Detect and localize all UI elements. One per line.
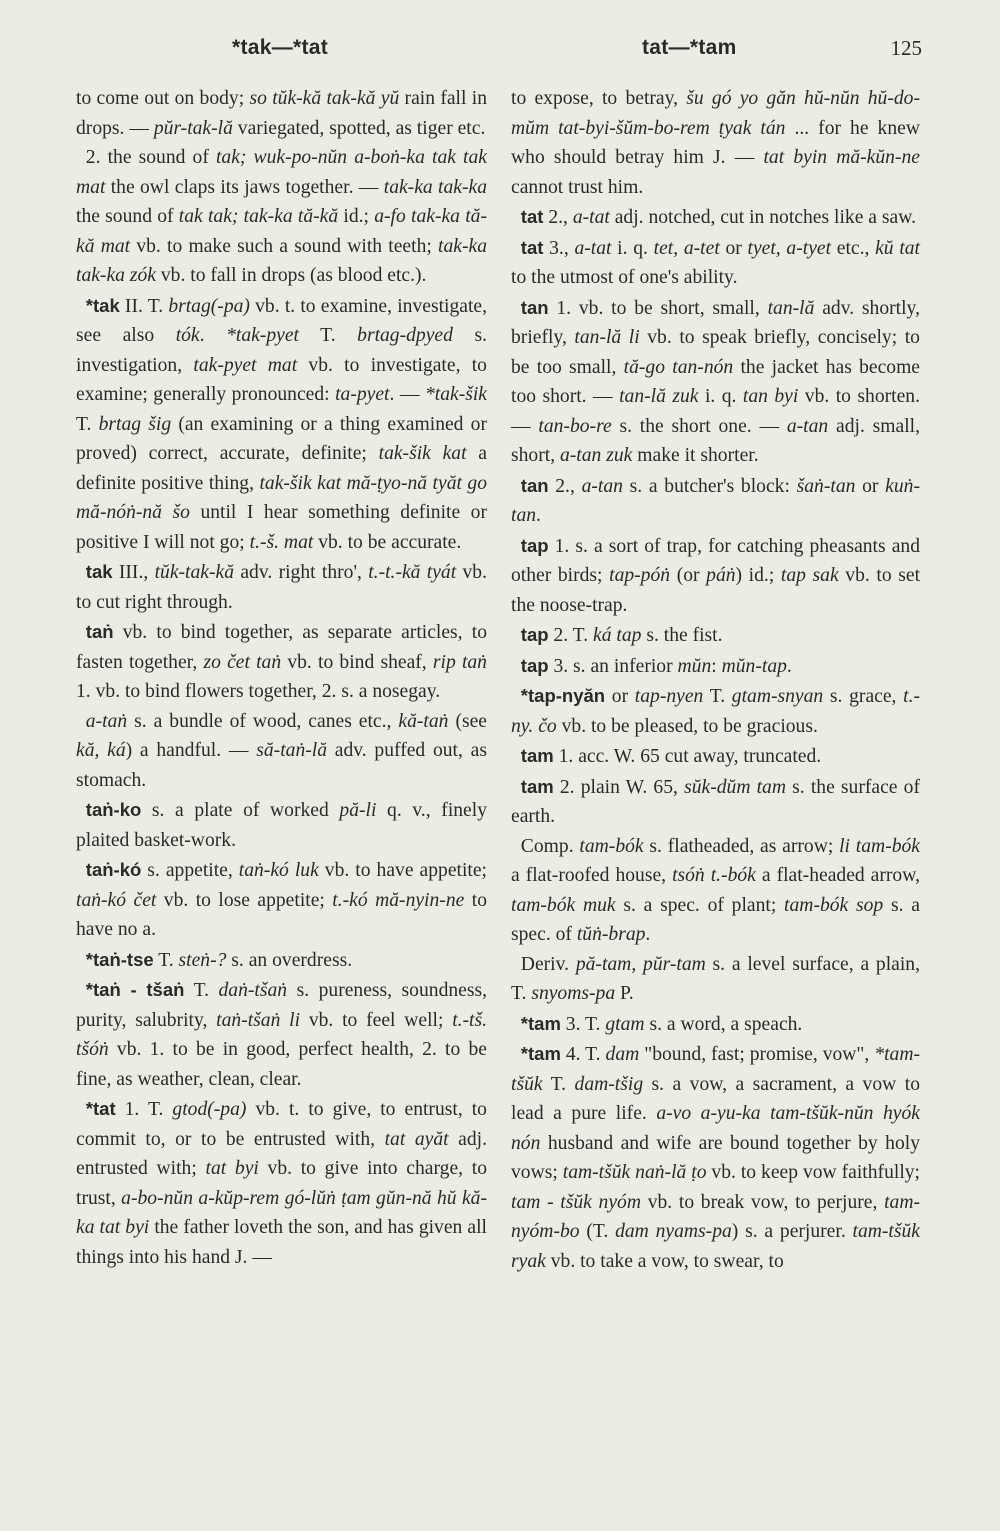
headword: taṅ (85, 621, 114, 642)
dictionary-entry: *tak II. T. brtag(-pa) vb. t. to examine, investigate, see also tók. *tak-pyet T. brtag-dpyed s. investigation, tak-pyet mat vb. to investigate, to examine; generally pronounced: ta-pyet. — *tak-šik T. brtag šig (an examining or a thing examined or proved) correct, accurate, definite; tak-šik kat a definite positive thing, tak-šik kat mă-ṭyo-nă tyăt go mă-nóṅ-nă šo until I hear something definite or positive I will not go; t.-š. mat vb. to be accurate. (76, 294, 487, 553)
dictionary-entry: taṅ-kó s. appetite, taṅ-kó luk vb. to have appetite; taṅ-kó čet vb. to lose appetite; t.-kó mă-nyin-ne to have no a. (76, 859, 488, 940)
headword: tat (520, 206, 544, 227)
dictionary-entry: taṅ vb. to bind together, as separate articles, to fasten together, zo čet taṅ vb. to bind sheaf, rip taṅ 1. vb. to bind flowers together, 2. s. a nosegay. (76, 621, 487, 702)
headword: tap (520, 624, 549, 645)
dictionary-entry: tat 2., a-tat adj. notched, cut in notches like a saw. (520, 206, 916, 228)
dictionary-entry: tam 2. plain W. 65, sŭk-dŭm tam s. the surface of earth. (511, 775, 920, 827)
dictionary-entry: tam 1. acc. W. 65 cut away, truncated. (520, 745, 822, 767)
dictionary-entry: a-taṅ s. a bundle of wood, canes etc., kă-taṅ (see kă, ká) a handful. — să-taṅ-lă adv. puffed out, as stomach. (76, 710, 487, 791)
running-head-right: tat—*tam (642, 36, 737, 59)
dictionary-entry: tan 1. vb. to be short, small, tan-lă adv. shortly, briefly, tan-lă li vb. to speak briefly, concisely; to be too small, tă-go tan-nón the jacket has become too short. — tan-lă zuk i. q. tan byi vb. to shorten. — tan-bo-re s. the short one. — a-tan adj. small, short, a-tan zuk make it shorter. (511, 296, 921, 466)
headword: tan (520, 296, 549, 318)
headword: tam (520, 775, 554, 797)
headword: taṅ-ko (85, 799, 142, 820)
headword: *taṅ - tšaṅ (85, 979, 185, 1000)
dictionary-entry: *tap-nyăn or tap-nyen T. gtam-snyan s. grace, t.-ny. čo vb. to be pleased, to be gracious. (511, 685, 921, 737)
page-number: 125 (890, 36, 922, 60)
headword: taṅ-kó (85, 859, 142, 880)
dictionary-entry: Comp. tam-bók s. flatheaded, as arrow; li tam-bók a flat-roofed house, tsóṅ t.-bók a flat-headed arrow, tam-bók muk s. a spec. of plant; tam-bók sop s. a spec. of tŭṅ-brap. (511, 835, 921, 945)
headword: *tap-nyăn (520, 685, 606, 706)
dictionary-entry: Deriv. pă-tam, pŭr-tam s. a level surface, a plain, T. snyoms-pa P. (511, 953, 920, 1004)
dictionary-entry: *tat 1. T. gtod(-pa) vb. t. to give, to entrust, to commit to, or to be entrusted with, tat ayăt adj. entrusted with; tat byi vb. to give into charge, to trust, a-bo-nŭn a-kŭp-rem gó-lŭṅ ṭam gŭn-nă hŭ kă-ka tat byi the father loveth the son, and has given all things into his hand J. — (76, 1098, 487, 1268)
headword: *tak (85, 294, 120, 316)
headword: tan (520, 474, 549, 496)
dictionary-entry: to expose, to betray, šu gó yo găn hŭ-nŭn hŭ-do-mŭm tat-byi-šŭm-bo-rem ṭyak tán ... for he knew who should betray him J. — tat byin mă-kŭn-ne cannot trust him. (511, 88, 920, 198)
headword: *tam (520, 1043, 561, 1064)
headword: tak (85, 561, 113, 582)
dictionary-entry: *taṅ-tse T. steṅ-? s. an overdress. (85, 948, 353, 971)
headword: tap (520, 534, 549, 556)
dictionary-entry: *tam 3. T. gtam s. a word, a speach. (520, 1012, 803, 1035)
headword: *tat (85, 1098, 116, 1119)
dictionary-entry: tap 1. s. a sort of trap, for catching pheasants and other birds; tap-póṅ (or páṅ) id.; tap sak vb. to set the noose-trap. (511, 534, 921, 616)
running-head-left: *tak—*tat (232, 36, 329, 59)
headword: tap (520, 654, 549, 676)
headword: tat (520, 236, 544, 258)
headword: *taṅ-tse (85, 948, 154, 970)
headword: *tam (520, 1012, 561, 1034)
dictionary-entry: taṅ-ko s. a plate of worked pă-li q. v., finely plaited basket-work. (76, 799, 487, 851)
dictionary-entry: *taṅ - tšaṅ T. daṅ-tšaṅ s. pureness, soundness, purity, salubrity, taṅ-tšaṅ li vb. to feel well; t.-tš. tšóṅ vb. 1. to be in good, perfect health, 2. to be fine, as weather, clean, clear. (76, 979, 488, 1090)
dictionary-entry: 2. the sound of tak; wuk-po-nŭn a-boṅ-ka tak tak mat the owl claps its jaws together. — tak-ka tak-ka the sound of tak tak; tak-ka tă-kă id.; a-fo tak-ka tă-kă mat vb. to make such a sound with teeth; tak-ka tak-ka zók vb. to fall in drops (as blood etc.). (76, 147, 488, 286)
left-column (76, 84, 487, 1272)
right-column (511, 84, 920, 1276)
dictionary-entry: tap 3. s. an inferior mŭn: mŭn-tap. (520, 654, 792, 677)
dictionary-entry: tan 2., a-tan s. a butcher's block: šaṅ-tan or kuṅ-tan. (511, 474, 920, 526)
dictionary-entry: *tam 4. T. dam "bound, fast; promise, vow", *tam-tšŭk T. dam-tšig s. a vow, a sacrament, a vow to lead a pure life. a-vo a-yu-ka tam-tšŭk-nŭn hyók nón husband and wife are bound together by holy vows; tam-tšŭk naṅ-lă ṭo vb. to keep vow faithfully; tam - tšŭk nyóm vb. to break vow, to perjure, tam-nyóm-bo (T. dam nyams-pa) s. a perjurer. tam-tšŭk ryak vb. to take a vow, to swear, to (511, 1043, 920, 1272)
dictionary-entry: tat 3., a-tat i. q. tet, a-tet or tyet, a-tyet etc., kŭ tat to the utmost of one's ability. (511, 236, 921, 288)
dictionary-entry: to come out on body; so tŭk-kă tak-kă yŭ rain fall in drops. — pŭr-tak-lă variegated, spotted, as tiger etc. (76, 88, 487, 139)
dictionary-entry: tak III., tŭk-tak-kă adv. right thro', t.-t.-kă tyát vb. to cut right through. (76, 561, 487, 613)
headword: tam (520, 745, 554, 766)
dictionary-entry: tap 2. T. ká tap s. the fist. (520, 624, 723, 646)
